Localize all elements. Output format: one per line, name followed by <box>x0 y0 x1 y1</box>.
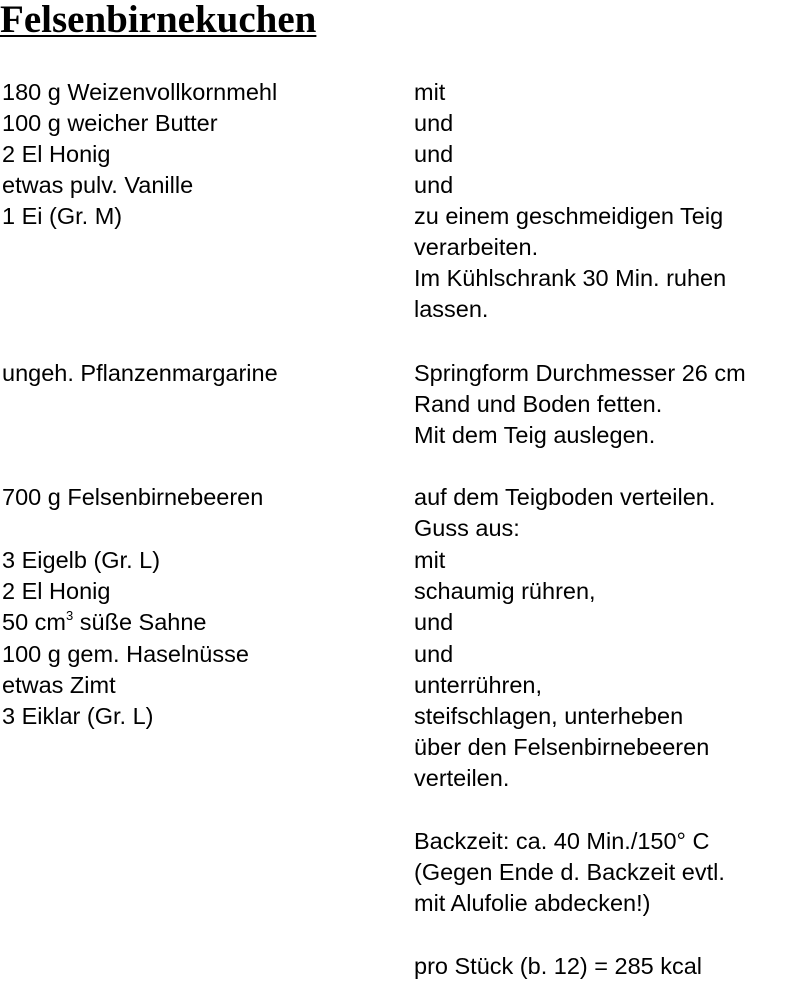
recipe-line <box>0 232 794 263</box>
ingredient: ungeh. Pflanzenmargarine <box>2 360 278 386</box>
instruction: steifschlagen, unterheben <box>414 703 684 729</box>
recipe-line <box>0 670 794 701</box>
ingredient: 3 Eigelb (Gr. L) <box>2 547 161 573</box>
recipe-line <box>0 951 794 982</box>
instruction: schaumig rühren, <box>414 578 596 604</box>
recipe-line <box>0 826 794 857</box>
recipe-line <box>0 545 794 576</box>
instruction: und <box>414 172 454 198</box>
recipe-line <box>0 294 794 325</box>
instruction: mit <box>414 547 446 573</box>
recipe-line <box>0 701 794 732</box>
recipe-line <box>0 763 794 794</box>
recipe-line <box>0 513 794 544</box>
ingredient: 2 El Honig <box>2 578 111 604</box>
superscript-cubed: 3 <box>66 608 74 623</box>
recipe-line <box>0 201 794 232</box>
instruction: mit <box>414 79 446 105</box>
instruction: unterrühren, <box>414 672 543 698</box>
recipe-line <box>0 857 794 888</box>
instruction: Guss aus: <box>414 515 520 541</box>
recipe-line <box>0 732 794 763</box>
recipe-line <box>0 482 794 513</box>
instruction: und <box>414 609 454 635</box>
instruction: und <box>414 141 454 167</box>
instruction: verarbeiten. <box>414 234 539 260</box>
ingredient: 3 Eiklar (Gr. L) <box>2 703 154 729</box>
ingredient-amount: 50 cm <box>2 609 66 635</box>
baking-note: (Gegen Ende d. Backzeit evtl. <box>414 859 725 885</box>
recipe-line <box>0 389 794 420</box>
recipe-line <box>0 170 794 201</box>
calories-per-piece: pro Stück (b. 12) = 285 kcal <box>414 953 703 979</box>
recipe-line <box>0 420 794 451</box>
instruction: und <box>414 641 454 667</box>
recipe-line <box>0 639 794 670</box>
recipe-line <box>0 576 794 607</box>
instruction: zu einem geschmeidigen Teig <box>414 203 724 229</box>
recipe-line <box>0 607 794 638</box>
instruction: Im Kühlschrank 30 Min. ruhen <box>414 265 727 291</box>
recipe-title: Felsenbirnekuchen <box>0 0 317 41</box>
instruction: und <box>414 110 454 136</box>
ingredient-name: süße Sahne <box>73 609 207 635</box>
instruction: Mit dem Teig auslegen. <box>414 422 656 448</box>
recipe-line <box>0 139 794 170</box>
ingredient: 100 g gem. Haselnüsse <box>2 641 249 667</box>
ingredient: 1 Ei (Gr. M) <box>2 203 123 229</box>
instruction: verteilen. <box>414 765 510 791</box>
ingredient: 100 g weicher Butter <box>2 110 218 136</box>
recipe-line <box>0 77 794 108</box>
ingredient: etwas Zimt <box>2 672 116 698</box>
recipe-line <box>0 263 794 294</box>
instruction: auf dem Teigboden verteilen. <box>414 484 716 510</box>
ingredient: etwas pulv. Vanille <box>2 172 194 198</box>
instruction: lassen. <box>414 296 489 322</box>
instruction: Rand und Boden fetten. <box>414 391 663 417</box>
instruction: über den Felsenbirnebeeren <box>414 734 710 760</box>
ingredient: 2 El Honig <box>2 141 111 167</box>
instruction: Springform Durchmesser 26 cm <box>414 360 746 386</box>
baking-time: Backzeit: ca. 40 Min./150° C <box>414 828 710 854</box>
baking-note: mit Alufolie abdecken!) <box>414 890 651 916</box>
ingredient: 700 g Felsenbirnebeeren <box>2 484 264 510</box>
recipe-line <box>0 888 794 919</box>
recipe-line <box>0 358 794 389</box>
ingredient <box>2 607 207 638</box>
recipe-line <box>0 108 794 139</box>
ingredient: 180 g Weizenvollkornmehl <box>2 79 278 105</box>
